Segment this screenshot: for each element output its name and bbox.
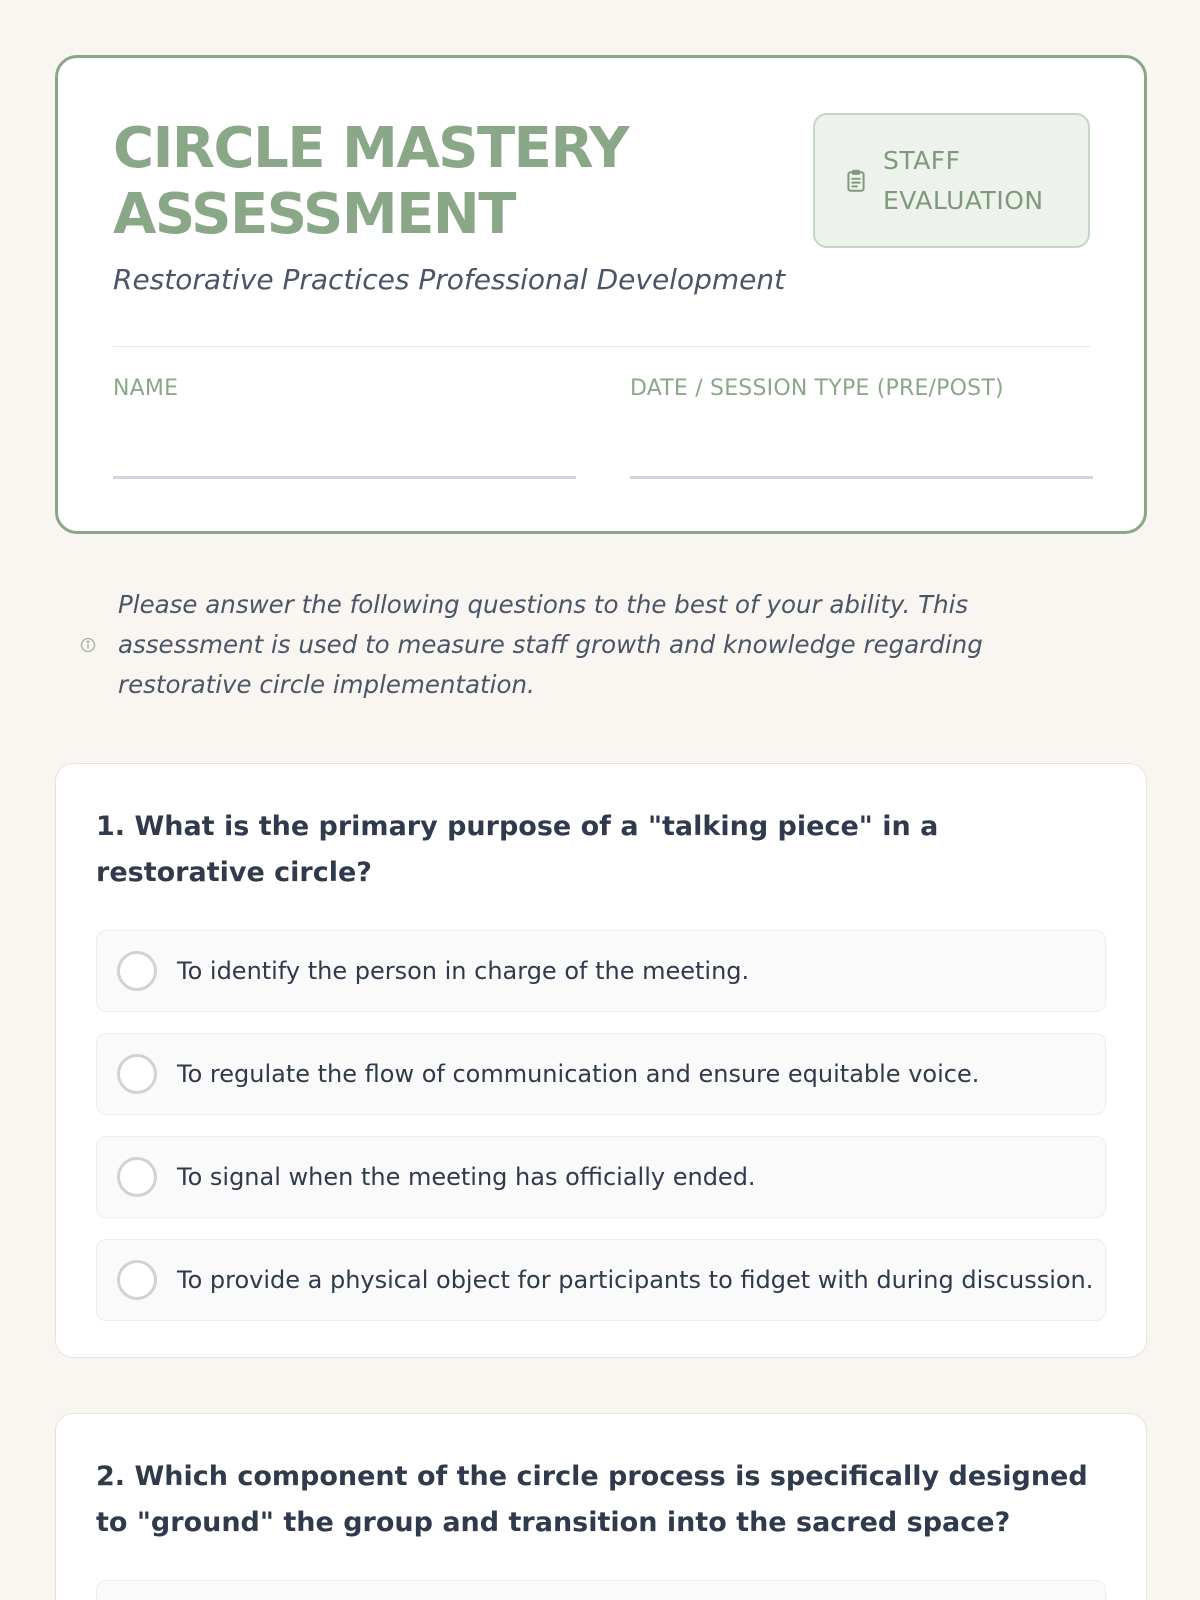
radio-button[interactable]: [117, 1157, 157, 1197]
answer-option[interactable]: [96, 1136, 1106, 1218]
answer-option-label: To identify the person in charge of the meeting.: [177, 957, 750, 985]
answer-option[interactable]: [96, 1239, 1106, 1321]
answer-option[interactable]: [96, 930, 1106, 1012]
question-text: 1. What is the primary purpose of a "talking piece" in a restorative circle?: [96, 811, 939, 888]
clipboard-icon: [843, 168, 869, 194]
header-divider: [113, 346, 1090, 347]
answer-option-label: To signal when the meeting has officially ended.: [177, 1163, 756, 1191]
instructions-text: Please answer the following questions to the best of your ability. This assessment is used to measure staff growth and knowledge regarding restorative circle implementation.: [118, 590, 983, 699]
date-session-field[interactable]: [630, 476, 1093, 479]
answer-option-label: To provide a physical object for participants to fidget with during discussion.: [177, 1266, 1094, 1294]
answer-option[interactable]: [96, 1033, 1106, 1115]
badge-label: STAFF EVALUATION: [883, 145, 1044, 215]
page-subtitle: Restorative Practices Professional Development: [113, 263, 786, 296]
answer-options: [96, 930, 1106, 1321]
question-card-2: [55, 1413, 1147, 1600]
name-field-label: NAME: [113, 376, 179, 401]
name-field[interactable]: [113, 476, 576, 479]
info-icon: [80, 637, 96, 653]
staff-evaluation-badge: [813, 113, 1090, 248]
question-card-1: [55, 763, 1147, 1358]
answer-options: [96, 1580, 1106, 1600]
page-title: CIRCLE MASTERY ASSESSMENT: [113, 116, 629, 247]
answer-option[interactable]: [96, 1580, 1106, 1600]
date-session-field-label: DATE / SESSION TYPE (PRE/POST): [630, 376, 1004, 401]
radio-button[interactable]: [117, 1260, 157, 1300]
radio-button[interactable]: [117, 951, 157, 991]
question-text: 2. Which component of the circle process is specifically designed to "ground" the group and transition into the sacred space?: [96, 1461, 1088, 1538]
radio-button[interactable]: [117, 1054, 157, 1094]
instructions: [80, 585, 1120, 705]
header-card: [55, 55, 1147, 534]
answer-option-label: To regulate the flow of communication and ensure equitable voice.: [177, 1060, 980, 1088]
